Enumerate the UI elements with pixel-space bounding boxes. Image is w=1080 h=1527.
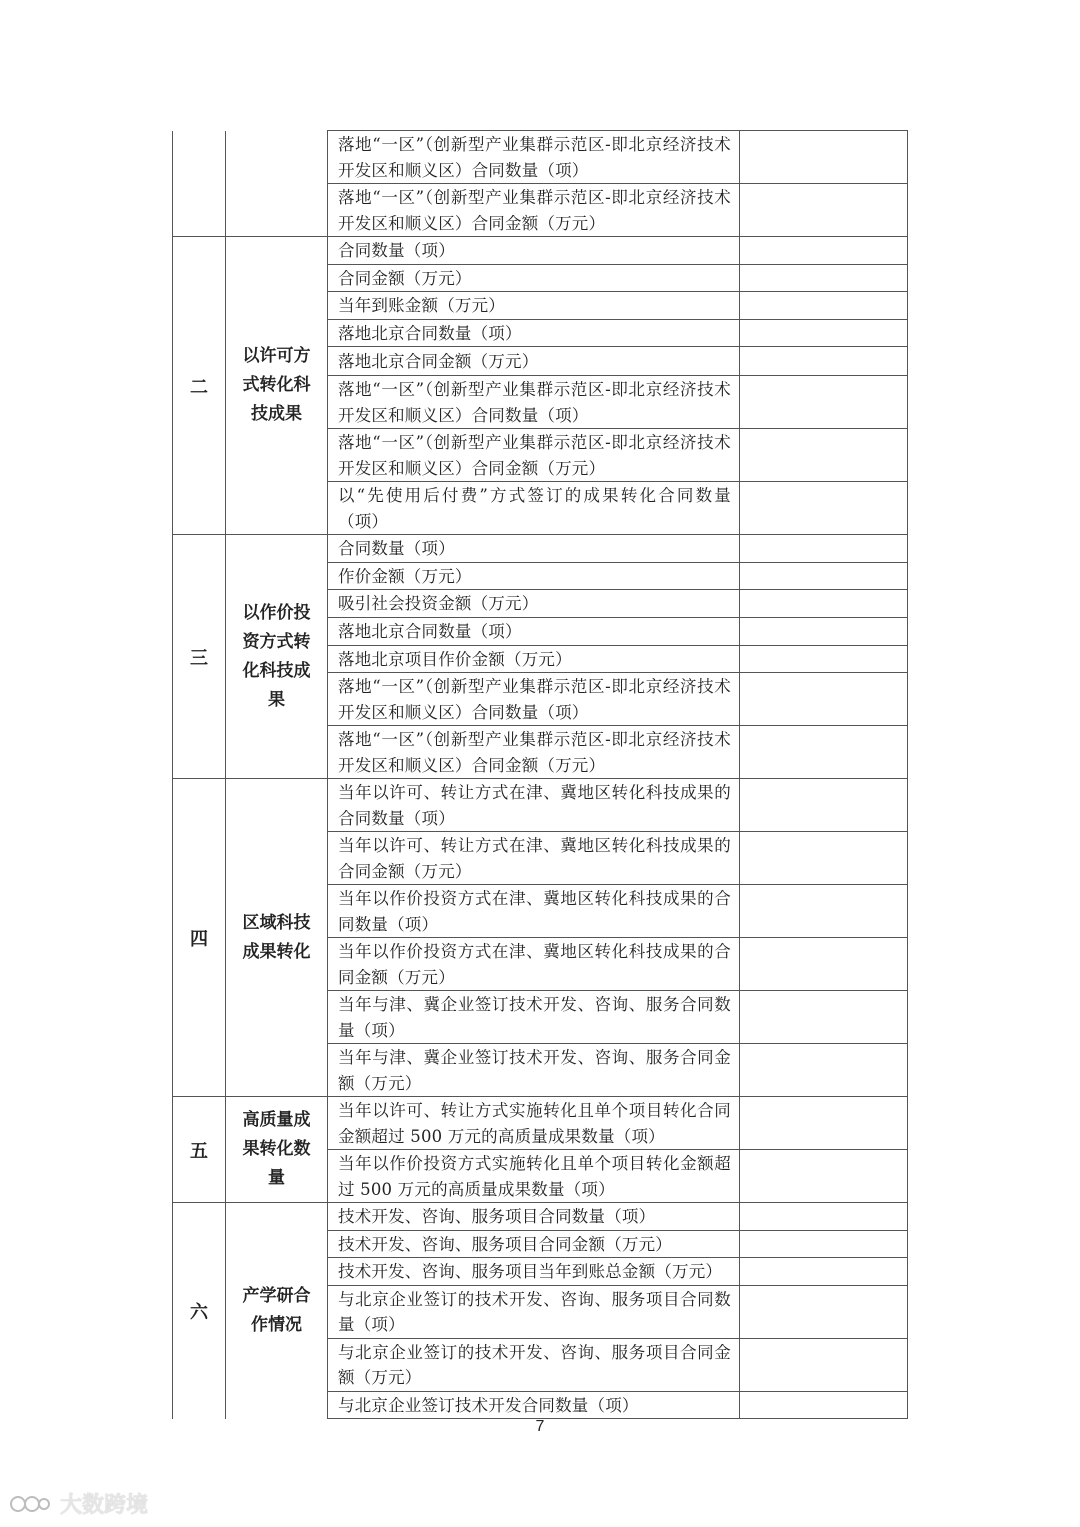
indicator-item: 落地“一区”（创新型产业集群示范区-即北京经济技术开发区和顺义区）合同数量（项） [328, 673, 740, 726]
indicator-item: 落地北京合同金额（万元） [328, 347, 740, 376]
table-row [173, 779, 908, 832]
indicator-value [740, 645, 908, 673]
indicator-item: 技术开发、咨询、服务项目合同金额（万元） [328, 1230, 740, 1258]
table-row [173, 131, 908, 184]
indicator-item: 落地北京合同数量（项） [328, 319, 740, 347]
indicator-item: 合同数量（项） [328, 535, 740, 563]
indicator-item: 与北京企业签订的技术开发、咨询、服务项目合同金额（万元） [328, 1338, 740, 1391]
indicator-value [740, 237, 908, 265]
indicator-table [172, 130, 908, 1419]
indicator-value [740, 1230, 908, 1258]
section-title: 区域科技成果转化 [226, 779, 328, 1097]
indicator-item: 吸引社会投资金额（万元） [328, 590, 740, 618]
indicator-item: 当年以作价投资方式实施转化且单个项目转化金额超过 500 万元的高质量成果数量（项） [328, 1150, 740, 1203]
indicator-value [740, 1391, 908, 1419]
indicator-item: 当年以许可、转让方式在津、冀地区转化科技成果的合同金额（万元） [328, 832, 740, 885]
indicator-value [740, 618, 908, 646]
indicator-item: 当年到账金额（万元） [328, 292, 740, 320]
indicator-item: 合同金额（万元） [328, 264, 740, 292]
indicator-value [740, 673, 908, 726]
indicator-value [740, 376, 908, 429]
indicator-item: 与北京企业签订的技术开发、咨询、服务项目合同数量（项） [328, 1285, 740, 1338]
section-title: 高质量成果转化数量 [226, 1097, 328, 1203]
indicator-value [740, 292, 908, 320]
section-number: 二 [173, 237, 226, 535]
section-title: 产学研合作情况 [226, 1203, 328, 1419]
indicator-item: 当年与津、冀企业签订技术开发、咨询、服务合同数量（项） [328, 991, 740, 1044]
page-number: 7 [535, 1418, 545, 1435]
indicator-value [740, 264, 908, 292]
watermark-text: 大数跨境 [60, 1493, 149, 1518]
indicator-value [740, 482, 908, 535]
indicator-value [740, 562, 908, 590]
section-number: 五 [173, 1097, 226, 1203]
indicator-item: 落地北京合同数量（项） [328, 618, 740, 646]
indicator-value [740, 1044, 908, 1097]
section-number [173, 131, 226, 237]
indicator-item: 当年以许可、转让方式在津、冀地区转化科技成果的合同数量（项） [328, 779, 740, 832]
indicator-item: 当年以许可、转让方式实施转化且单个项目转化合同金额超过 500 万元的高质量成果数量（项） [328, 1097, 740, 1150]
indicator-value [740, 1097, 908, 1150]
indicator-value [740, 885, 908, 938]
indicator-item: 落地“一区”（创新型产业集群示范区-即北京经济技术开发区和顺义区）合同数量（项） [328, 376, 740, 429]
indicator-value [740, 1285, 908, 1338]
watermark [8, 1488, 148, 1519]
indicator-item: 落地“一区”（创新型产业集群示范区-即北京经济技术开发区和顺义区）合同金额（万元） [328, 726, 740, 779]
indicator-value [740, 535, 908, 563]
indicator-value [740, 1150, 908, 1203]
section-number: 四 [173, 779, 226, 1097]
section-title: 以许可方式转化科技成果 [226, 237, 328, 535]
indicator-value [740, 1258, 908, 1286]
indicator-item: 当年以作价投资方式在津、冀地区转化科技成果的合同金额（万元） [328, 938, 740, 991]
indicator-value [740, 347, 908, 376]
indicator-value [740, 131, 908, 184]
watermark-logo-icon [8, 1491, 54, 1517]
indicator-item: 作价金额（万元） [328, 562, 740, 590]
indicator-item: 落地“一区”（创新型产业集群示范区-即北京经济技术开发区和顺义区）合同金额（万元） [328, 429, 740, 482]
indicator-item: 当年以作价投资方式在津、冀地区转化科技成果的合同数量（项） [328, 885, 740, 938]
indicator-item: 技术开发、咨询、服务项目合同数量（项） [328, 1203, 740, 1231]
indicator-value [740, 779, 908, 832]
indicator-item: 当年与津、冀企业签订技术开发、咨询、服务合同金额（万元） [328, 1044, 740, 1097]
indicator-value [740, 726, 908, 779]
indicator-item: 落地“一区”（创新型产业集群示范区-即北京经济技术开发区和顺义区）合同金额（万元） [328, 184, 740, 237]
indicator-item: 落地北京项目作价金额（万元） [328, 645, 740, 673]
section-title [226, 131, 328, 237]
indicator-table-body [173, 131, 908, 1419]
section-number: 六 [173, 1203, 226, 1419]
indicator-value [740, 1203, 908, 1231]
indicator-item: 技术开发、咨询、服务项目当年到账总金额（万元） [328, 1258, 740, 1286]
indicator-item: 以“先使用后付费”方式签订的成果转化合同数量（项） [328, 482, 740, 535]
table-row [173, 1097, 908, 1150]
indicator-value [740, 319, 908, 347]
indicator-value [740, 1338, 908, 1391]
indicator-value [740, 991, 908, 1044]
indicator-item: 合同数量（项） [328, 237, 740, 265]
indicator-value [740, 938, 908, 991]
table-row [173, 535, 908, 563]
indicator-value [740, 184, 908, 237]
section-number: 三 [173, 535, 226, 779]
table-row [173, 1203, 908, 1231]
indicator-value [740, 590, 908, 618]
indicator-value [740, 832, 908, 885]
section-title: 以作价投资方式转化科技成果 [226, 535, 328, 779]
indicator-item: 落地“一区”（创新型产业集群示范区-即北京经济技术开发区和顺义区）合同数量（项） [328, 131, 740, 184]
indicator-value [740, 429, 908, 482]
table-row [173, 237, 908, 265]
indicator-item: 与北京企业签订技术开发合同数量（项） [328, 1391, 740, 1419]
